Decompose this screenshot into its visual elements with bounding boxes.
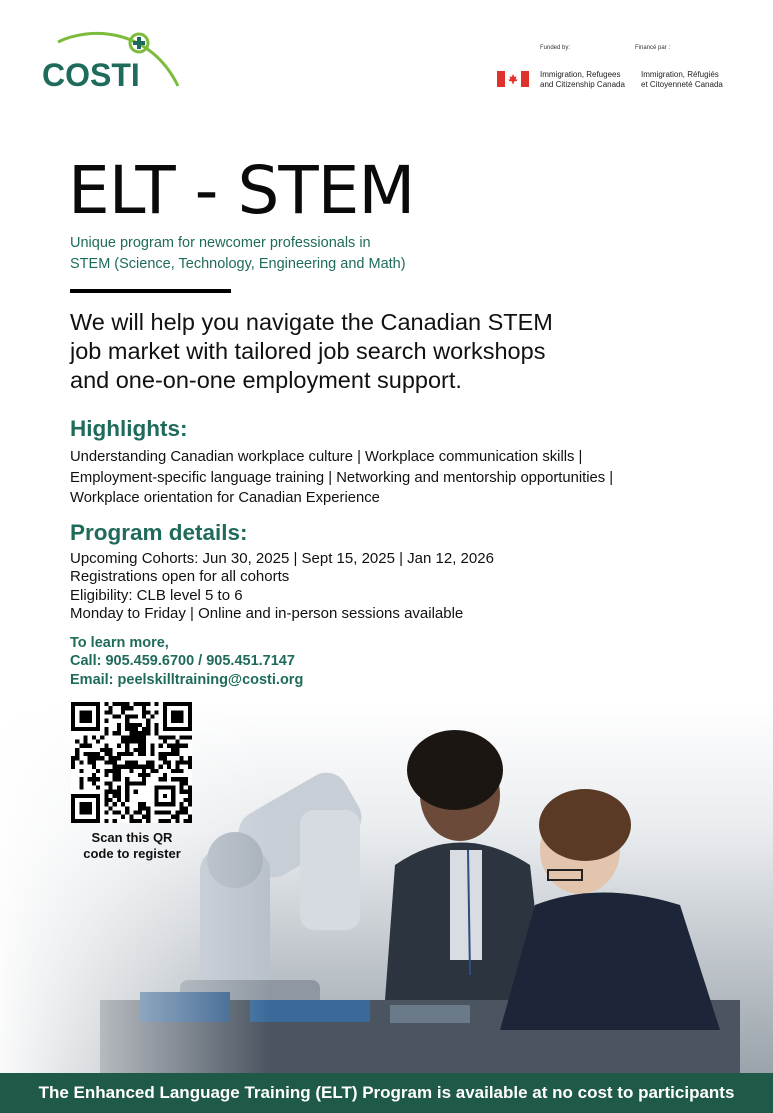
qr-caption: Scan this QR code to register <box>83 830 181 861</box>
subtitle: Unique program for newcomer professionals in STEM (Science, Technology, Engineering and Math) <box>70 235 406 272</box>
highlights-text: Understanding Canadian workplace culture | Workplace communication skills | Employment-specific language training | Networking and mentorship opportunities | Workplace orientation for Canadian Experience <box>70 449 614 506</box>
program-detail-line: Monday to Friday | Online and in-person sessions available <box>70 604 464 622</box>
funded-by-label: Funded by: <box>540 45 571 51</box>
program-detail-line: Registrations open for all cohorts <box>70 568 290 586</box>
canada-flag-icon <box>497 71 529 87</box>
logo-text: COSTI <box>42 57 140 92</box>
costi-logo <box>40 28 185 92</box>
ircc-french-name: Immigration, Réfugiés et Citoyenneté Canada <box>641 70 723 89</box>
contact-email[interactable]: Email: peelskilltraining@costi.org <box>70 671 304 688</box>
highlights-heading: Highlights: <box>70 416 188 441</box>
registration-qr-code[interactable] <box>71 702 192 823</box>
divider <box>70 289 231 293</box>
program-details-list <box>70 550 670 623</box>
page-title: ELT - STEM <box>68 152 415 229</box>
intro-text: We will help you navigate the Canadian STEM job market with tailored job search workshops and one-on-one employment support. <box>70 309 553 393</box>
finance-par-label: Financé par : <box>635 45 671 51</box>
program-detail-line: Eligibility: CLB level 5 to 6 <box>70 586 243 604</box>
contact-block <box>70 634 303 689</box>
ircc-english-name: Immigration, Refugees and Citizenship Canada <box>540 70 625 89</box>
footer-banner: The Enhanced Language Training (ELT) Program is available at no cost to participants <box>0 1073 773 1113</box>
contact-phone[interactable]: Call: 905.459.6700 / 905.451.7147 <box>70 653 295 670</box>
contact-intro: To learn more, <box>70 635 169 651</box>
program-detail-line: Upcoming Cohorts: Jun 30, 2025 | Sept 15, 2025 | Jan 12, 2026 <box>70 550 494 567</box>
program-details-heading: Program details: <box>70 520 248 545</box>
